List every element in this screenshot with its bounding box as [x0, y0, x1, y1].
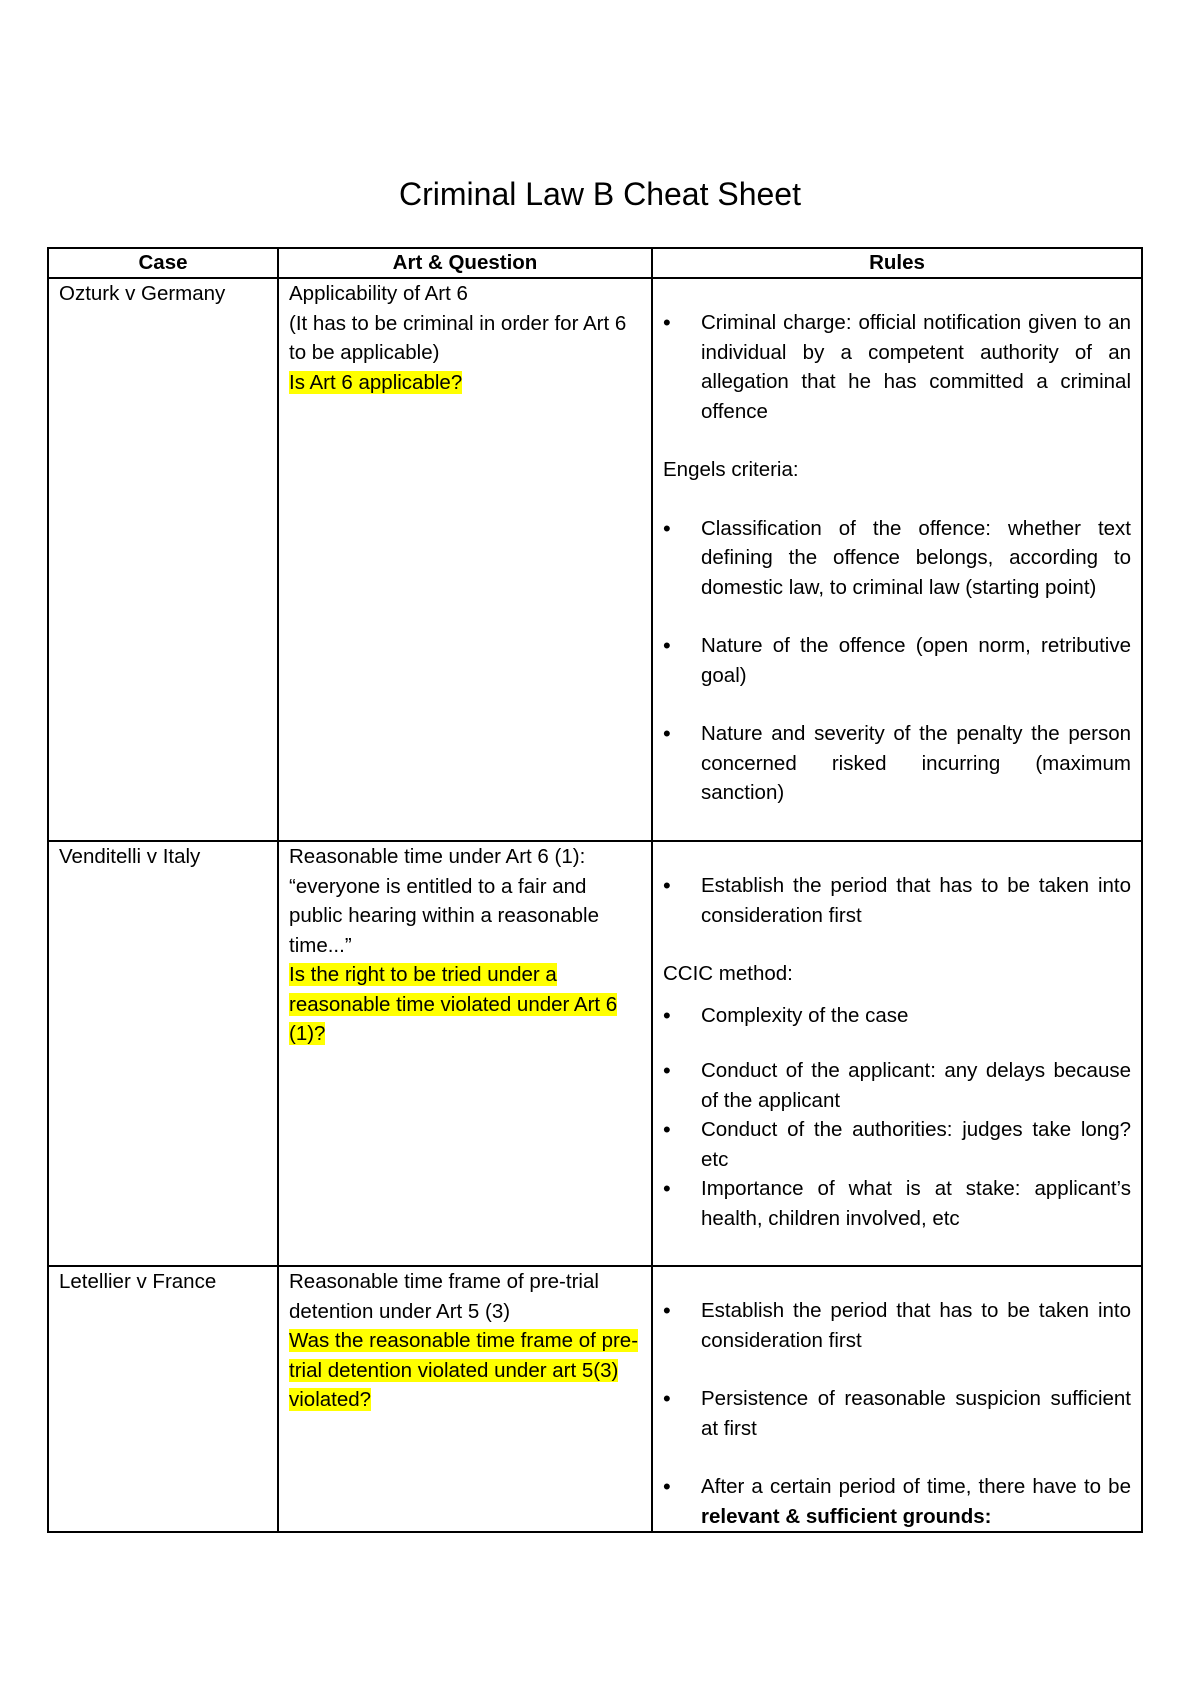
rule-bullet: • Classification of the offence: whether text defining the offence belongs, according to domestic law, to criminal law (starting point) [653, 514, 1131, 603]
rules-cell [652, 841, 1142, 1266]
art-question-cell [278, 841, 652, 1266]
table-row [48, 841, 1142, 1266]
rule-bullet: • Complexity of the case [653, 1001, 1131, 1031]
art-text: Reasonable time frame of pre-trial detention under Art 5 (3) [289, 1270, 599, 1323]
rule-bullet: • Nature and severity of the penalty the person concerned risked incurring (maximum sanction) [653, 719, 1131, 808]
art-text: (It has to be criminal in order for Art 6 to be applicable) [289, 311, 627, 364]
rule-bullet: • Conduct of the authorities: judges take long? etc [653, 1115, 1131, 1174]
rule-heading: Engels criteria: [663, 458, 799, 481]
rule-bullet: • Importance of what is at stake: applicant’s health, children involved, etc [653, 1174, 1131, 1233]
rule-bullet: • Nature of the offence (open norm, retributive goal) [653, 631, 1131, 690]
case-name: Ozturk v Germany [48, 278, 278, 841]
rules-cell [652, 278, 1142, 841]
rule-bullet: • Conduct of the applicant: any delays because of the applicant [653, 1056, 1131, 1115]
rules-cell [652, 1266, 1142, 1532]
rule-heading: CCIC method: [663, 962, 793, 985]
rule-bullet: • Criminal charge: official notification given to an individual by a competent authority of an allegation that he has committed a criminal offence [653, 308, 1131, 426]
art-text: Reasonable time under Art 6 (1): [289, 845, 586, 868]
highlighted-question: Is the right to be tried under a reasonable time violated under Art 6 (1)? [289, 963, 618, 1045]
table-row [48, 278, 1142, 841]
rule-emphasis: relevant & sufficient grounds: [701, 1504, 992, 1528]
header-art-question: Art & Question [278, 248, 652, 278]
rule-bullet: • Establish the period that has to be taken into consideration first [653, 871, 1131, 930]
table-row [48, 1266, 1142, 1532]
art-question-cell [278, 1266, 652, 1532]
cheat-sheet-table [47, 247, 1143, 1533]
case-name: Letellier v France [48, 1266, 278, 1532]
header-case: Case [48, 248, 278, 278]
art-text: Applicability of Art 6 [289, 282, 468, 305]
case-name: Venditelli v Italy [48, 841, 278, 1266]
highlighted-question: Was the reasonable time frame of pre-trial detention violated under art 5(3) violated? [289, 1329, 639, 1411]
rule-bullet: • Persistence of reasonable suspicion sufficient at first [653, 1384, 1131, 1443]
page-title: Criminal Law B Cheat Sheet [399, 176, 801, 212]
art-text: “everyone is entitled to a fair and public hearing within a reasonable time...” [289, 874, 599, 957]
rule-bullet: • Establish the period that has to be taken into consideration first [653, 1296, 1131, 1355]
table-header-row [48, 248, 1142, 278]
art-question-cell [278, 278, 652, 841]
rule-bullet [653, 1472, 1131, 1531]
rule-text: After a certain period of time, there have to be [701, 1475, 1131, 1498]
header-rules: Rules [652, 248, 1142, 278]
highlighted-question: Is Art 6 applicable? [289, 370, 463, 394]
